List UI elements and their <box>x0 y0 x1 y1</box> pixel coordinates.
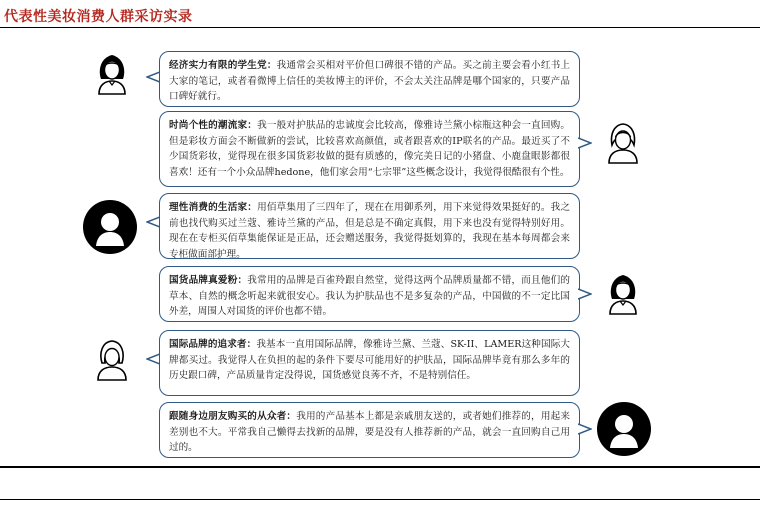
person-silhouette-icon <box>597 402 651 456</box>
page-title: 代表性美妆消费人群采访实录 <box>4 9 193 25</box>
woman-outline-long-hair-icon <box>89 49 135 95</box>
woman-outline-short-hair-icon <box>600 118 646 164</box>
person-silhouette-icon <box>83 200 137 254</box>
bubble-tail <box>578 136 592 150</box>
interview-text: 我基本一直用国际品牌，像雅诗兰黛、兰蔻、SK-II、LAMER这种国际大牌都买过。我觉得人在负担的起的条件下要尽可能用好的护肤品，国际品牌毕竟有那么多年的历史跟口碑，产品质量肯定没得说，国货感觉良莠不齐，不是特别信任。 <box>169 339 570 381</box>
bubble-tail <box>146 352 160 366</box>
interview-bubble-trendsetter <box>159 111 580 187</box>
bottom-divider <box>0 466 760 468</box>
interview-text: 我用的产品基本上都是亲戚朋友送的，或者她们推荐的，用起来差别也不大。平常我自己懒得去找新的品牌，要是没有人推荐新的产品，就会一直回购自己用过的。 <box>169 411 571 453</box>
woman-outline-bob-hair-icon <box>89 335 135 381</box>
bubble-tail <box>578 287 592 301</box>
interview-text: 我通常会买相对平价但口碑很不错的产品。买之前主要会看小红书上大家的笔记，或者看微博上信任的美妆博主的评价，不会太关注品牌是哪个国家的，只要产品口碑好就行。 <box>169 60 571 102</box>
bubble-tail <box>578 422 592 436</box>
interview-bubble-intl-seeker <box>159 330 580 396</box>
interview-bubble-rational <box>159 193 580 259</box>
woman-outline-long-hair-icon <box>600 269 646 315</box>
interview-bubble-student <box>159 51 580 107</box>
title-divider <box>0 27 760 28</box>
bubble-tail <box>146 215 160 229</box>
interview-label: 经济实力有限的学生党： <box>169 60 277 71</box>
footer-divider <box>0 499 760 500</box>
interview-bubble-domestic-fan <box>159 266 580 322</box>
interview-label: 国际品牌的追求者： <box>169 339 257 350</box>
interview-bubble-follower <box>159 402 580 458</box>
interview-label: 国货品牌真爱粉： <box>169 275 248 286</box>
interview-label: 跟随身边朋友购买的从众者： <box>169 411 297 422</box>
bubble-tail <box>146 70 160 84</box>
interview-label: 理性消费的生活家： <box>169 202 258 213</box>
interview-text: 我一般对护肤品的忠诚度会比较高，像雅诗兰黛小棕瓶这种会一直回购。但是彩妆方面会不断做新的尝试，比较喜欢高颜值，或者跟喜欢的IP联名的产品。最近买了不少国货彩妆，觉得现在很多国货彩妆做的挺有质感的，像完美日记的小猪盘、小鹿盘眼影都很喜欢！还有一个小众品牌hedone，他们家会用“七宗罪”这些概念设计，我觉得很酷很有个性。 <box>169 120 571 178</box>
interview-text: 用佰草集用了三四年了，现在在用御系列，用下来觉得效果挺好的。我之前也找代购买过兰蔻、雅诗兰黛的产品，但是总是不确定真假，用下来也没有觉得特别好用。现在在专柜买佰草集能保证是正品，还会赠送服务，我觉得挺划算的，我现在基本每周都会来专柜做面部护理。 <box>169 202 571 260</box>
interview-text: 我常用的品牌是百雀羚跟自然堂，觉得这两个品牌质量都不错，而且他们的草本、自然的概念听起来就很安心。我认为护肤品也不是多复杂的产品，中国做的不一定比国外差，周围人对国货的评价也都不错。 <box>169 275 570 317</box>
interview-label: 时尚个性的潮流家： <box>169 120 258 131</box>
